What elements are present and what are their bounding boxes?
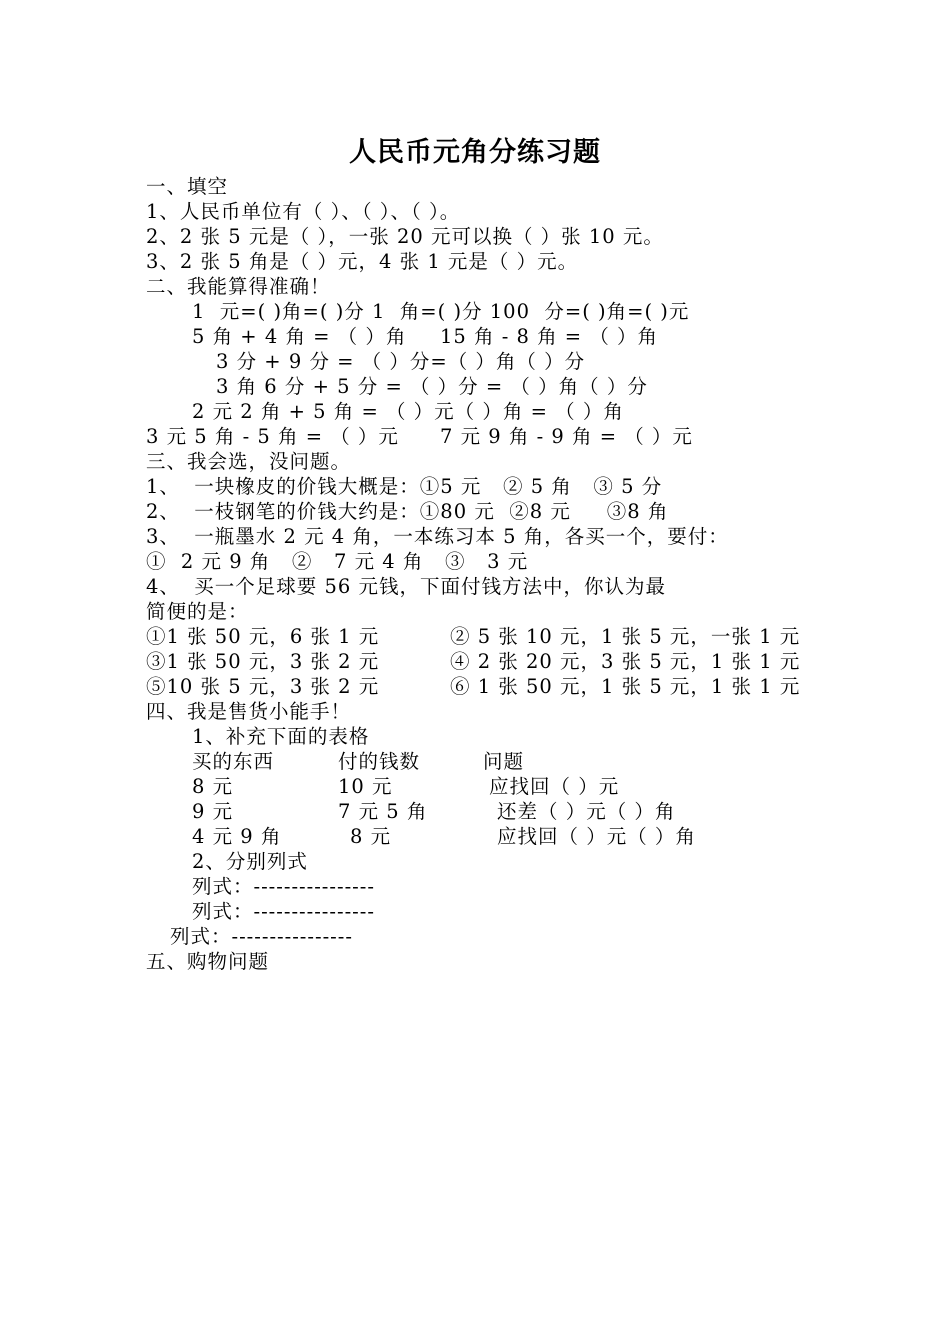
section3-option-6: ⑥ 1 张 50 元，1 张 5 元，1 张 1 元 bbox=[450, 675, 801, 698]
section3-question-4-line-2: 简便的是： bbox=[146, 600, 249, 623]
section1-heading: 一、填空 bbox=[146, 175, 229, 198]
section3-option-2: ② 5 张 10 元，1 张 5 元，一张 1 元 bbox=[450, 625, 801, 648]
section1-question-1: 1、人民币单位有（ ）、（ ）、（ ）。 bbox=[146, 200, 461, 223]
section3-heading: 三、我会选，没问题。 bbox=[146, 450, 352, 473]
section3-option-5: ⑤10 张 5 元，3 张 2 元 bbox=[146, 675, 380, 698]
table-cell-paid: 10 元 bbox=[338, 775, 393, 798]
table-header-paid: 付的钱数 bbox=[338, 750, 421, 773]
section2-row-2b: 15 角 - 8 角 = （ ）角 bbox=[440, 325, 659, 348]
table-header-item: 买的东西 bbox=[192, 750, 275, 773]
section4-subheading-1: 1、补充下面的表格 bbox=[192, 725, 370, 748]
table-cell-item: 9 元 bbox=[192, 800, 234, 823]
section2-row-6a: 3 元 5 角 - 5 角 = （ ）元 bbox=[146, 425, 399, 448]
page-title: 人民币元角分练习题 bbox=[349, 137, 601, 168]
section3-question-3: 3、 一瓶墨水 2 元 4 角，一本练习本 5 角，各买一个，要付： bbox=[146, 525, 729, 548]
section3-question-4-line-1: 4、 买一个足球要 56 元钱，下面付钱方法中，你认为最 bbox=[146, 575, 667, 598]
formula-line-2: 列式：---------------- bbox=[192, 900, 375, 923]
table-cell-paid: 7 元 5 角 bbox=[338, 800, 428, 823]
table-cell-item: 4 元 9 角 bbox=[192, 825, 282, 848]
table-header-question: 问题 bbox=[483, 750, 525, 773]
section2-row-5: 2 元 2 角 + 5 角 = （ ）元（ ）角 = （ ）角 bbox=[192, 400, 624, 423]
formula-line-3: 列式：---------------- bbox=[170, 925, 353, 948]
section2-heading: 二、我能算得准确！ bbox=[146, 275, 331, 298]
section3-question-3-options: ① 2 元 9 角 ② 7 元 4 角 ③ 3 元 bbox=[146, 550, 529, 573]
section3-option-3: ③1 张 50 元，3 张 2 元 bbox=[146, 650, 380, 673]
section2-row-2a: 5 角 + 4 角 = （ ）角 bbox=[192, 325, 407, 348]
table-cell-question: 应找回（ ）元（ ）角 bbox=[497, 825, 696, 848]
section2-row-6b: 7 元 9 角 - 9 角 = （ ）元 bbox=[440, 425, 693, 448]
section5-heading: 五、购物问题 bbox=[146, 950, 270, 973]
section1-question-2: 2、2 张 5 元是（ ），一张 20 元可以换（ ）张 10 元。 bbox=[146, 225, 664, 248]
section3-option-4: ④ 2 张 20 元，3 张 5 元，1 张 1 元 bbox=[450, 650, 801, 673]
table-cell-question: 应找回（ ）元 bbox=[489, 775, 620, 798]
table-cell-item: 8 元 bbox=[192, 775, 234, 798]
section2-row-1: 1 元=( )角=( )分 1 角=( )分 100 分=( )角=( )元 bbox=[192, 300, 690, 323]
section3-option-1: ①1 张 50 元，6 张 1 元 bbox=[146, 625, 380, 648]
section1-question-3: 3、2 张 5 角是（ ）元，4 张 1 元是（ ）元。 bbox=[146, 250, 579, 273]
table-cell-paid: 8 元 bbox=[350, 825, 392, 848]
section3-question-1: 1、 一块橡皮的价钱大概是：①5 元 ② 5 角 ③ 5 分 bbox=[146, 475, 663, 498]
table-cell-question: 还差（ ）元（ ）角 bbox=[497, 800, 676, 823]
section2-row-4: 3 角 6 分 + 5 分 = （ ）分 = （ ）角（ ）分 bbox=[216, 375, 648, 398]
section4-subheading-2: 2、分别列式 bbox=[192, 850, 308, 873]
section3-question-2: 2、 一枝钢笔的价钱大约是：①80 元 ②8 元 ③8 角 bbox=[146, 500, 669, 523]
section4-heading: 四、我是售货小能手！ bbox=[146, 700, 352, 723]
formula-line-1: 列式：---------------- bbox=[192, 875, 375, 898]
section2-row-3: 3 分 + 9 分 = （ ）分=（ ）角（ ）分 bbox=[216, 350, 586, 373]
